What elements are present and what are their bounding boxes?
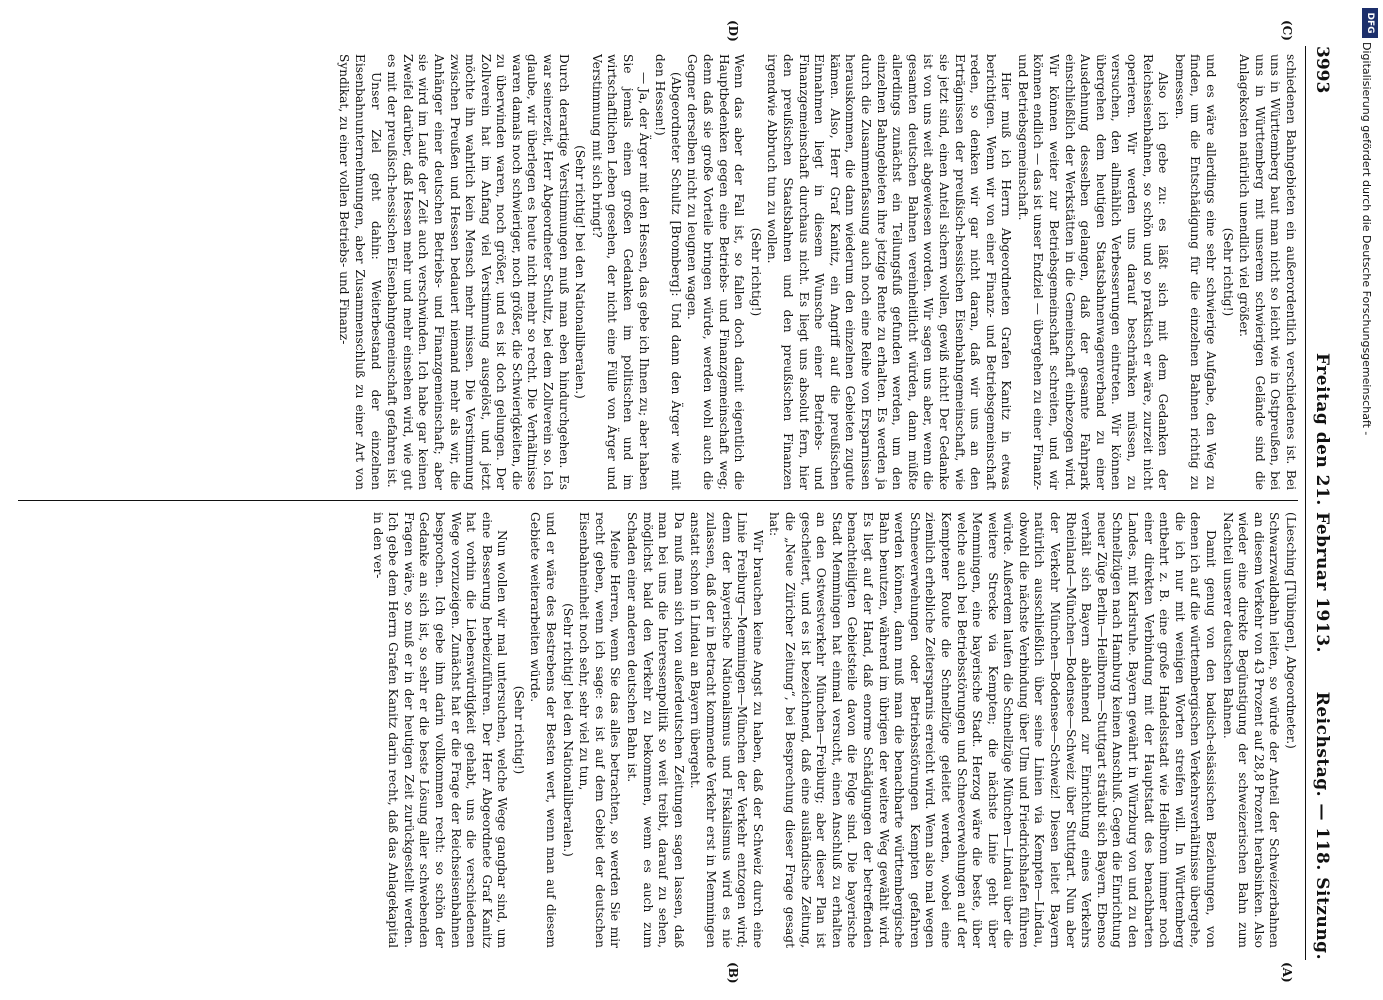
text-paragraph: und er wäre des Bestrebens der Besten wert, wenn man auf diesem Gebiete weiterarbeiten würde. bbox=[528, 512, 559, 948]
text-paragraph: und es wäre allerdings eine sehr schwierige Aufgabe, den Weg zu finden, um die Entschädigung für die einzelnen Bahnen richtig zu bemessen. bbox=[1172, 54, 1219, 490]
page-number: 3993 bbox=[1312, 46, 1332, 94]
text-paragraph: Wenn das aber der Fall ist, so fallen doch damit eigentlich die Hauptbedenken gegen eine Betriebs- und Finanzgemeinschaft weg; denn daß sie große Vorteile bringen würde, werden wohl auch die Gegner derselben nicht zu leugnen wagen. bbox=[685, 54, 747, 490]
text-paragraph: Wir brauchen keine Angst zu haben, daß der Schweiz durch eine Linie Freiburg—Memmingen—München der Verkehr entzogen wird; denn der bayerische Nationalismus und Fiskalismus wird es nie zulassen, daß der in Betracht kommende Verkehr erst in Memmingen anstatt schon in Lindau an Bayern übergeht. bbox=[688, 512, 765, 948]
text-paragraph: (Liesching [Tübingen], Abgeordneter.) bbox=[1284, 512, 1298, 749]
margin-mark-d: (D) bbox=[726, 20, 740, 42]
session-title: Reichstag. — 118. Sitzung. bbox=[1312, 691, 1332, 960]
text-paragraph: (Sehr richtig! bei den Nationalliberalen.) bbox=[560, 603, 575, 857]
column-divider bbox=[18, 500, 1298, 501]
page-header bbox=[1305, 46, 1336, 960]
text-paragraph: (Abgeordneter Schultz [Bromberg]: Und dann den Ärger wie mit den Hessen!) bbox=[653, 54, 683, 490]
text-paragraph: Unser Ziel geht dahin: Weiterbestand der einzelnen Eisenbahnunternehmungen, aber Zusammenschluß zu einer Art von Syndikat, zu einer vollen Betriebs- und Finanz- bbox=[337, 54, 383, 490]
text-paragraph: (Sehr richtig!) bbox=[511, 685, 526, 775]
text-paragraph: (Sehr richtig!) bbox=[748, 227, 763, 317]
margin-mark-a: (A) bbox=[1280, 962, 1294, 983]
digitization-note-text: Digitalisierung gefördert durch die Deutsche Forschungsgemeinschaft - bbox=[1360, 42, 1373, 436]
text-paragraph: (Sehr richtig! bei den Nationalliberalen.) bbox=[573, 145, 588, 399]
text-paragraph: Meine Herren, wenn Sie das alles betrachten, so werden Sie mir recht geben, wenn ich sage: es ist auf dem Gebiet der deutschen Eisenbahneinheit noch sehr, sehr viel zu tun, bbox=[577, 512, 623, 948]
margin-mark-b: (B) bbox=[726, 962, 740, 984]
text-paragraph: Nun wollen wir mal untersuchen, welche Wege gangbar sind, um eine Besserung herbeizuführen. Der Herr Abgeordnete Graf Kanitz hat vorhin die Liebenswürdigkeit gehabt, uns die verschiedenen Wege vorzuzeigen. Zunächst hat er die Frage der Reichseisenbahnen besprochen. Ich gebe ihm darin vollkommen recht: so schön der Gedanke an sich ist, so sehr er die beste Lösung aller schwebenden Fragen wäre, so muß er in der heutigen Zeit zurückgestellt werden. Ich gebe dem Herrn Grafen Kanitz darin recht, daß das Anlagekapital in den ver- bbox=[370, 512, 510, 948]
text-paragraph: Also ich gebe zu: es läßt sich mit dem Gedanken der Reichseisenbahnen, so schön und so praktisch er wäre, zurzeit nicht operieren. Wir werden uns darauf beschränken müssen, zu versuchen, den allmählich Verbesserungen eintreten. Wir können übergehen dem heutigen Staatsbahnenwagenverband zu einer Ausdehnung desselben gelangen, daß der gesamte Fahrpark einschließlich der Werkstätten in die Gemeinschaft einbezogen wird. Wir können weiter zur Betriebsgemeinschaft schreiten, und wir können endlich — das ist unser Endziel — übergehen zu einer Finanz- und Betriebsgemeinschaft. bbox=[1015, 54, 1171, 490]
right-text-column bbox=[18, 512, 1298, 948]
text-paragraph: — Ja, der Ärger mit den Hessen, das gebe ich Ihnen zu; aber haben Sie jemals einen großen Gedanken im politischen und im wirtschaftlichen Leben gesehen, der nicht eine Fülle von Ärger und Verstimmung mit sich bringt? bbox=[589, 54, 651, 490]
text-paragraph: schiedenen Bahngebieten ein außerordentlich verschiedenes ist. Bei uns in Württemberg baut man nicht so leicht wie in Ostpreußen, bei uns in Württemberg mit unserem schwierigen Gelände sind die Anlagekosten natürlich unendlich viel größer. bbox=[1237, 54, 1298, 490]
text-paragraph: Damit genug von den badisch-elsässischen Beziehungen, von denen ich auf die württembergischen Verkehrsverhältnisse übergehe, die ich nur mit wenigen Worten streifen will. In Württemberg entbehrt z. B. eine große Handelsstadt wie Heilbronn immer noch einer direkten Verbindung mit der Hauptstadt des benachbarten Landes, mit Karlsruhe. Bayern gewährt in Würzburg von und zu den Schnellzügen nach Hamburg keinen Anschluß. Gegen die Einrichtung neuer Züge Berlin—Heilbronn—Stuttgart sträubt sich Bayern. Ebenso verhält sich Bayern ablehnend zur Einrichtung eines Verkehrs Rheinland—München—Bodensee—Schweiz über Stuttgart. Nun aber der Verkehr München—Bodensee—Schweiz! Diesen leitet Bayern natürlich ausschließlich über seine Linien via Kempten—Lindau, obwohl die nächste Verbindung über Ulm und Friedrichshafen führen würde. Außerdem laufen die Schnellzüge München—Lindau über die weitere Strecke via Kempten; die nächste Linie geht über Memmingen, eine bayerische Stadt. Herzog wäre die beste, über welche auch bei Betriebsstörungen und Schneeverwehungen auf der Kemptener Route die Schnellzüge geleitet werden, wobei eine ziemlich erhebliche Zeitersparnis erreicht wird. Wenn also mal wegen Schneeverwehungen oder Betriebsstörungen Kempten gefahren werden können, dann muß man die benachbarte württembergische Bahn benutzen, während im übrigen der weitere Weg gewählt wird. Es liegt auf der Hand, daß enorme Schädigungen der betreffenden benachteiligten Gebietsteile davon die Folge sind. Die bayerische Stadt Memmingen hat einmal versucht, einen Anschluß zu erhalten an den Ostwestverkehr München—Freiburg; aber dieser Plan ist gescheitert, und es ist bezeichnend, daß eine ausländische Zeitung, die „Neue Züricher Zeitung“, bei Besprechung dieser Frage gesagt hat: bbox=[767, 512, 1219, 948]
date-title: Freitag den 21. Februar 1913. bbox=[1312, 353, 1332, 653]
text-paragraph: (Sehr richtig!) bbox=[1220, 227, 1235, 317]
margin-mark-c: (C) bbox=[1280, 20, 1294, 41]
text-paragraph: Schwarzwaldbahn leiten, so würde der Anteil der Schweizerbahnen an diesem Verkehr von 43 Prozent auf 28,8 Prozent herabsinken. Also wieder eine direkte Begünstigung der schweizerischen Bahn zum Nachteil unserer deutschen Bahnen. bbox=[1220, 512, 1282, 948]
dfg-logo-text: DFG bbox=[1365, 12, 1375, 34]
text-paragraph: Da muß man sich von außerdeutschen Zeitungen sagen lassen, daß man bei uns die Interessenpolitik so weit treibt, darauf zu sehen, möglichst bald den Verkehr zu bekommen, wenn es auch zum Schaden einer anderen deutschen Bahn ist. bbox=[625, 512, 686, 948]
left-text-column bbox=[18, 54, 1298, 490]
text-paragraph: Durch derartige Verstimmungen muß man eben hindurchgehen. Es war seinerzeit, Herr Abgeordneter Schultz, bei dem Zollverein so. Ich glaube, wir überlegen es heute nicht mehr so recht. Die Verhältnisse waren damals noch schwieriger, noch größer, die Schwierigkeiten, die zu überwinden waren, noch größer, und es ist doch gelungen. Der Zollverein hat im Anfang viel Verstimmung ausgelöst, und jetzt möchte ihn wahrlich kein Mensch mehr missen. Die Verstimmung zwischen Preußen und Hessen bedauert niemand mehr als wir, die Anhänger einer deutschen Betriebs- und Finanzgemeinschaft; aber sie wird im Laufe der Zeit auch verschwinden. Ich habe gar keinen Zweifel darüber, daß Hessen mehr und mehr einsehen wird, wie gut es mit der preußisch-hessischen Eisenbahngemeinschaft gefahren ist. bbox=[385, 54, 571, 490]
digitization-note bbox=[1356, 0, 1376, 1000]
text-paragraph: Hier muß ich Herrn Abgeordneten Grafen Kanitz in etwas berichtigen. Wenn wir von einer Finanz- und Betriebsgemeinschaft reden, so denken wir gar nicht daran, daß wir uns an den Erträgnissen der preußisch-hessischen Eisenbahngemeinschaft, wie sie jetzt sind, einen Anteil sichern wollen, gewiß nicht! Der Gedanke ist von uns weit abgewiesen worden. Wir sagen uns aber, wenn die gesamten deutschen Bahnen vereinheitlicht würden, dann müßte allerdings zunächst ein Teilungsfuß gefunden werden, um den einzelnen Bahngebieten ihre jetzige Rente zu erhalten. Es werden ja durch die Zusammenfassung auch noch eine Reihe von Ersparnissen herauskommen, die dann wiederum den einzelnen Gebieten zugute kämen. Also, Herr Graf Kanitz, ein Angriff auf die preußischen Einnahmen liegt in diesem Wunsche einer Betriebs- und Finanzgemeinschaft durchaus nicht. Es liegt uns absolut fern, hier den preußischen Staatsbahnen und den preußischen Finanzen irgendwie Abbruch tun zu wollen. bbox=[765, 54, 1014, 490]
